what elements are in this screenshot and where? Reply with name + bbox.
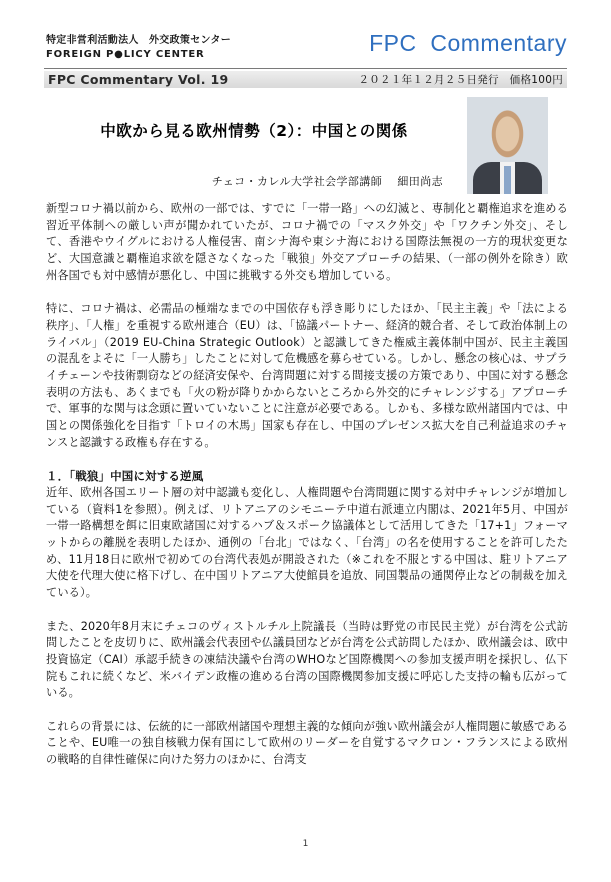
volume-label: FPC Commentary Vol. 19: [48, 72, 229, 87]
article-author: チェコ・カレル大学社会学部講師 細田尚志: [211, 175, 443, 188]
author-photo-tie: [504, 166, 511, 194]
paragraph-2: 特に、コロナ禍は、必需品の極端なまでの中国依存も浮き彫りにしたほか、「民主主義」や「法による秩序」、「人権」を重視する欧州連合（EU）は、「協議パートナー、経済的競合者、そして政治体制上のライバル」（2019 EU-China Strategic Outlook）と認識してきた権威主義体制中国が、民主主義国の混乱をよそに「一人勝ち」したことに対して危機感を募らせている。しかし、懸念の核心は、サプライチェーンや技術剽窃などの経済安保や、台湾問題に対する間接支援の方策であり、中国に対する懸念表明の方法も、あくまでも「火の粉が降りかからないところから外交的にチャレンジする」アプローチで、軍事的な関与は念頭に置いていないことに注意が必要である。しかも、多様な欧州諸国内では、中国との関係強化を目指す「トロイの木馬」国家も存在し、中国のプレゼンス拡大を自己利益追求のチャンスと認識する政権も存在する。: [46, 302, 568, 449]
article-body: [46, 201, 568, 786]
organization-name-jp: 特定非営利活動法人 外交政策センター: [46, 35, 231, 46]
organization-block: [46, 31, 306, 60]
paragraph-3: 近年、欧州各国エリート層の対中認識も変化し、人権問題や台湾問題に関する対中チャレンジが増加している（資料1を参照）。例えば、リトアニアのシモニーテ中道右派連立内閣は、2021年5月、中国が一帯一路構想を餌に旧東欧諸国に対するハブ＆スポーク協議体として活用してきた「17+1」フォーマットからの離脱を表明したほか、通例の「台北」ではなく、「台湾」の名を使用することを許可したため、11月18日に欧州で初めての台湾代表処が開設された（※これを不服とする中国は、駐リトアニア大使を代理大使に格下げし、在中国リトアニア大使館員を追放、同国製品の通関停止などの制裁を加えている）。: [46, 485, 568, 600]
header-divider: [44, 68, 567, 69]
paragraph-5: これらの背景には、伝統的に一部欧州諸国や理想主義的な傾向が強い欧州議会が人権問題に敏感であることや、EU唯一の独自核戦力保有国にして欧州のリーダーを自覚するマクロン・フランスによる欧州の戦略的自律性確保に向けた努力のほかに、台湾支: [46, 719, 568, 767]
organization-name-en: FOREIGN P●LICY CENTER: [46, 49, 205, 60]
article-title: 中欧から見る欧州情勢（2）：中国との関係: [100, 122, 408, 140]
volume-bar: [44, 71, 567, 88]
page-number: 1: [302, 839, 309, 849]
author-photo: [467, 97, 548, 194]
paragraph-4: また、2020年8月末にチェコのヴィストルチル上院議長（当時は野党の市民民主党）が台湾を公式訪問したことを皮切りに、欧州議会代表団や仏議員団などが台湾を公式訪問したほか、欧州議会は、欧中投資協定（CAI）承認手続きの凍結決議や台湾のWHOなど国際機関への参加支援声明を採択し、仏下院もこれに続くなど、米バイデン政権の進める台湾の国際機関参加支援に呼応した支持の輪も広がっている。: [46, 619, 568, 700]
section-heading-1: １．「戦狼」中国に対する逆風: [46, 469, 204, 484]
brand-title: FPC Commentary: [369, 30, 567, 56]
paragraph-1: 新型コロナ禍以前から、欧州の一部では、すでに「一帯一路」への幻滅と、専制化と覇権追求を進める習近平体制への厳しい声が聞かれていたが、コロナ禍での「マスク外交」や「ワクチン外交」、そして、香港やウイグルにおける人権侵害、南シナ海や東シナ海における国際法無視の一方的現状変更など、大国意識と覇権追求欲を隠さなくなった「戦狼」外交アプローチの結果、（一部の例外を除き）欧州各国でも対中感情が悪化し、中国に挑戦する外交も増加している。: [46, 202, 568, 282]
issue-date-price: ２０２１年１２月２５日発行 価格100円: [358, 74, 563, 86]
